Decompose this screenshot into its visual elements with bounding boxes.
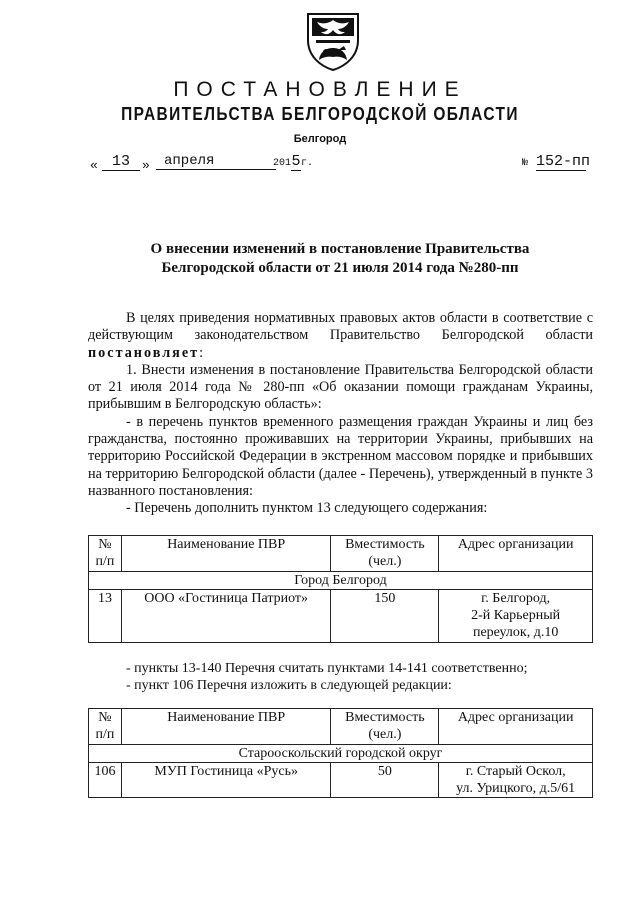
date-line xyxy=(88,153,591,173)
table-2 xyxy=(88,708,593,798)
row-num: 13 xyxy=(89,589,122,642)
item-1-subitem-list: - в перечень пунктов временного размещения граждан Украины и лиц без гражданства, постоянно проживавших на территории Украины, прибывших на территорию Российской Федерации в экстренном массовом порядке и прибывших на территорию Белгородской области (далее - Перечень), утвержденный в пункте 3 названного постановления: xyxy=(88,413,593,499)
date-open-quote: « xyxy=(90,158,98,173)
document-body xyxy=(88,310,593,518)
date-year-prefix: 201 xyxy=(273,158,292,169)
city-name: Белгород xyxy=(293,133,347,145)
date-month: апреля xyxy=(156,153,276,170)
header-num: № п/п xyxy=(89,709,122,745)
document-number: 152-пп xyxy=(536,153,591,170)
intro-text: В целях приведения нормативных правовых актов области в соответствие с действующим законодательством Правительство Белгородской области xyxy=(88,310,593,344)
intro-paragraph xyxy=(88,310,593,362)
after-table-1-text xyxy=(88,660,593,695)
table-row xyxy=(89,762,593,798)
table-row xyxy=(89,589,593,642)
document-title xyxy=(90,240,590,278)
row-name: ООО «Гостиница Патриот» xyxy=(121,589,330,642)
date-day: 13 xyxy=(102,153,140,171)
table-header-row xyxy=(89,536,593,572)
row-num: 106 xyxy=(89,762,122,798)
replace-note: - пункт 106 Перечня изложить в следующей редакции: xyxy=(126,678,452,694)
row-capacity: 150 xyxy=(331,589,439,642)
item-1: 1. Внести изменения в постановление Правительства Белгородской области от 21 июля 2014 года № 280-пп «Об оказании помощи гражданам Украины, прибывшим в Белгородскую область»: xyxy=(88,361,593,413)
table-group-row xyxy=(89,571,593,589)
header-num: № п/п xyxy=(89,536,122,572)
table-1 xyxy=(88,535,593,643)
header-capacity: Вместимость (чел.) xyxy=(331,709,439,745)
date-year-suffix: 5 xyxy=(291,153,301,170)
group-name: Город Белгород xyxy=(89,571,593,589)
document-type-title: ПОСТАНОВЛЕНИЕ xyxy=(173,78,467,101)
header-address: Адрес организации xyxy=(439,709,593,745)
date-close-quote: » xyxy=(142,158,150,173)
row-capacity: 50 xyxy=(331,762,439,798)
table-group-row xyxy=(89,744,593,762)
item-1-subitem-add: - Перечень дополнить пунктом 13 следующего содержания: xyxy=(126,500,488,517)
header-name: Наименование ПВР xyxy=(121,536,330,572)
header-address: Адрес организации xyxy=(439,536,593,572)
decree-word: постановляет xyxy=(88,344,200,361)
renumber-note: - пункты 13-140 Перечня считать пунктами 14-141 соответственно; xyxy=(126,661,528,676)
date-year-abbr: г. xyxy=(301,158,314,169)
document-title-line: О внесении изменений в постановление Правительства xyxy=(150,241,530,257)
issuing-authority: ПРАВИТЕЛЬСТВА БЕЛГОРОДСКОЙ ОБЛАСТИ xyxy=(121,104,519,124)
table-header-row xyxy=(89,709,593,745)
group-name: Старооскольский городской округ xyxy=(89,744,593,762)
header-capacity: Вместимость (чел.) xyxy=(331,536,439,572)
row-address: г. Старый Оскол, ул. Урицкого, д.5/61 xyxy=(439,762,593,798)
decree-colon: : xyxy=(199,344,204,361)
number-label: № xyxy=(522,158,529,169)
row-name: МУП Гостиница «Русь» xyxy=(121,762,330,798)
document-title-line: Белгородской области от 21 июля 2014 года №280-пп xyxy=(161,260,519,276)
belgorod-coat-of-arms-icon xyxy=(302,10,364,72)
row-address: г. Белгород, 2-й Карьерный переулок, д.10 xyxy=(439,589,593,642)
header-name: Наименование ПВР xyxy=(121,709,330,745)
